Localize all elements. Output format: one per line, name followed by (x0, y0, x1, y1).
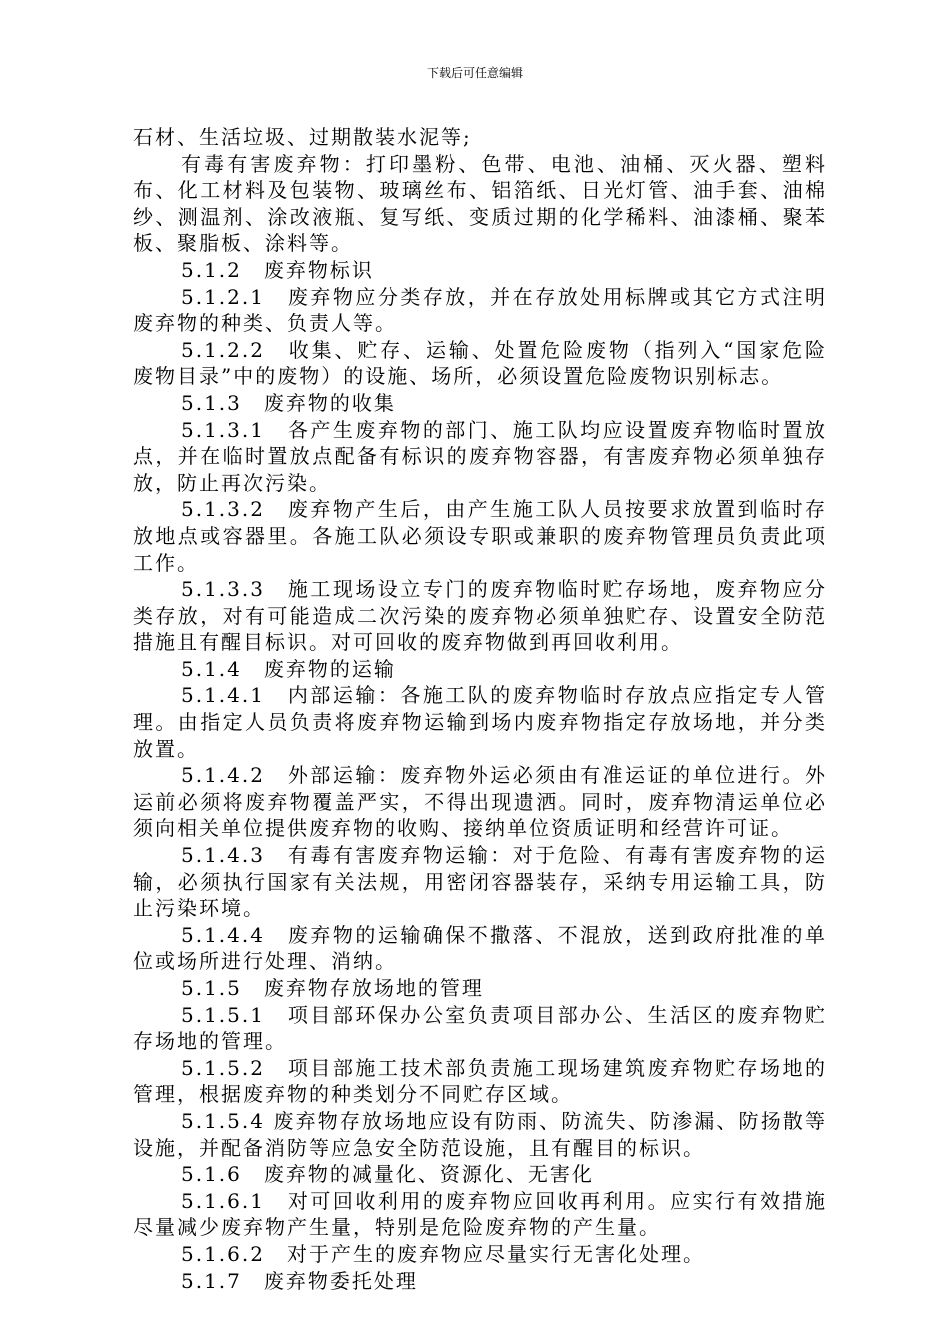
paragraph: 5.1.4.3 有毒有害废弃物运输：对于危险、有毒有害废弃物的运输，必须执行国家有关法规，用密闭容器装存，采纳专用运输工具，防止污染环境。 (133, 843, 827, 921)
paragraph: 5.1.6.1 对可回收利用的废弃物应回收再利用。应实行有效措施尽量减少废弃物产生量，特别是危险废弃物的产生量。 (133, 1188, 827, 1240)
paragraph: 5.1.2.2 收集、贮存、运输、处置危险废物（指列入“国家危险废物目录”中的废物）的设施、场所，必须设置危险废物识别标志。 (133, 337, 827, 389)
document-body (133, 124, 827, 1294)
paragraph: 有毒有害废弃物：打印墨粉、色带、电池、油桶、灭火器、塑料布、化工材料及包装物、玻璃丝布、铝箔纸、日光灯管、油手套、油棉纱、测温剂、涂改液瓶、复写纸、变质过期的化学稀料、油漆桶、聚苯板、聚脂板、涂料等。 (133, 151, 827, 256)
paragraph: 石材、生活垃圾、过期散装水泥等; (133, 125, 472, 149)
paragraph: 5.1.5.4 废弃物存放场地应设有防雨、防流失、防渗漏、防扬散等设施，并配备消防等应急安全防范设施，且有醒目的标识。 (133, 1108, 827, 1160)
section-heading: 5.1.5 废弃物存放场地的管理 (181, 976, 484, 1000)
paragraph: 5.1.3.3 施工现场设立专门的废弃物临时贮存场地，废弃物应分类存放，对有可能造成二次污染的废弃物必须单独贮存、设置安全防范措施且有醒目标识。对可回收的废弃物做到再回收利用。 (133, 577, 827, 655)
paragraph: 5.1.2.1 废弃物应分类存放，并在存放处用标牌或其它方式注明废弃物的种类、负责人等。 (133, 284, 827, 336)
page-header: 下载后可任意编辑 (426, 66, 523, 80)
section-heading: 5.1.6 废弃物的减量化、资源化、无害化 (181, 1162, 594, 1187)
paragraph: 5.1.5.2 项目部施工技术部负责施工现场建筑废弃物贮存场地的管理，根据废弃物的种类划分不同贮存区域。 (133, 1055, 827, 1107)
section-heading: 5.1.3 废弃物的收集 (181, 390, 396, 415)
paragraph: 5.1.3.1 各产生废弃物的部门、施工队均应设置废弃物临时置放点，并在临时置放点配备有标识的废弃物容器，有害废弃物必须单独存放，防止再次污染。 (133, 417, 827, 495)
section-heading: 5.1.7 废弃物委托处理 (181, 1268, 418, 1293)
paragraph: 5.1.4.1 内部运输：各施工队的废弃物临时存放点应指定专人管理。由指定人员负责将废弃物运输到场内废弃物指定存放场地，并分类放置。 (133, 683, 827, 761)
paragraph: 5.1.5.1 项目部环保办公室负责项目部办公、生活区的废弃物贮存场地的管理。 (133, 1002, 827, 1054)
paragraph: 5.1.4.2 外部运输：废弃物外运必须由有准运证的单位进行。外运前必须将废弃物覆盖严实，不得出现遗洒。同时，废弃物清运单位必须向相关单位提供废弃物的收购、接纳单位资质证明和经营许可证。 (133, 763, 827, 841)
paragraph: 5.1.6.2 对于产生的废弃物应尽量实行无害化处理。 (181, 1241, 705, 1266)
section-heading: 5.1.4 废弃物的运输 (181, 656, 396, 681)
section-heading: 5.1.2 废弃物标识 (181, 257, 374, 282)
paragraph: 5.1.4.4 废弃物的运输确保不撒落、不混放，送到政府批准的单位或场所进行处理、消纳。 (133, 922, 827, 974)
paragraph: 5.1.3.2 废弃物产生后，由产生施工队人员按要求放置到临时存放地点或容器里。各施工队必须设专职或兼职的废弃物管理员负责此项工作。 (133, 497, 827, 575)
